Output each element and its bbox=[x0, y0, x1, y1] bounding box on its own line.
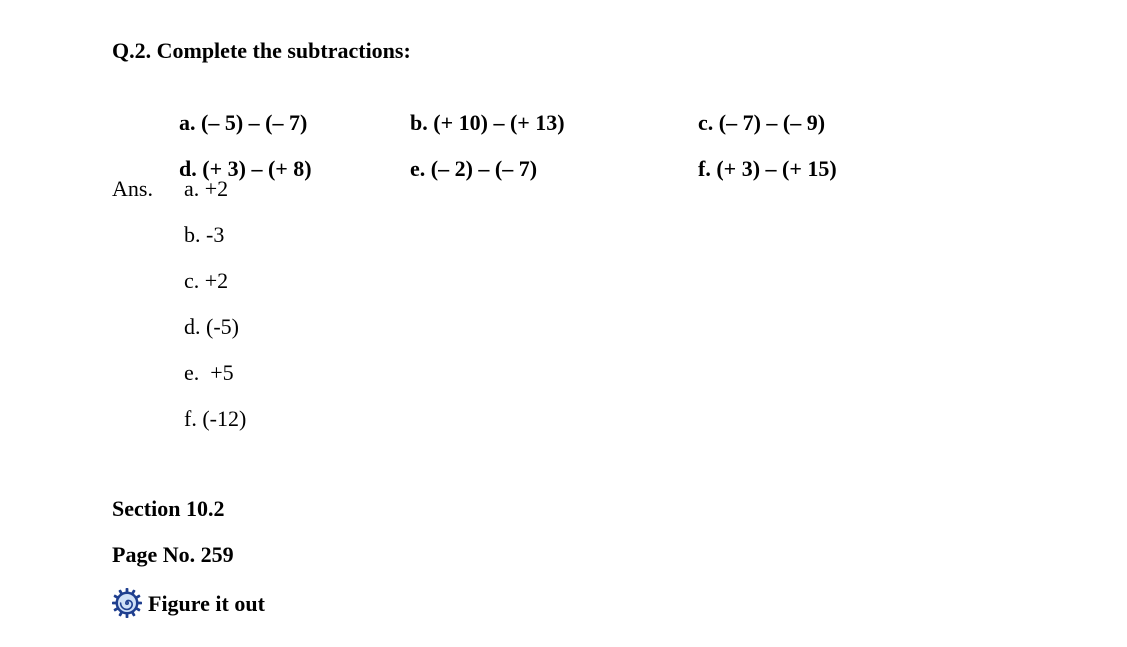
question-item-a bbox=[168, 84, 307, 136]
answer-item-b: b. -3 bbox=[184, 222, 225, 247]
question-title: Q.2. Complete the subtractions: bbox=[112, 38, 411, 63]
item-expression: (– 7) – (– 9) bbox=[718, 110, 826, 135]
page-number: Page No. 259 bbox=[112, 542, 234, 567]
item-label: f. bbox=[698, 156, 711, 181]
answer-item-a: a. +2 bbox=[184, 176, 229, 201]
answer-item-f: f. (-12) bbox=[184, 406, 247, 431]
item-expression: (+ 3) – (+ 15) bbox=[716, 156, 837, 181]
question-item-d bbox=[168, 130, 312, 182]
item-label: e. bbox=[410, 156, 426, 181]
item-label: b. bbox=[410, 110, 428, 135]
answer-label: Ans. bbox=[112, 176, 153, 201]
answer-item-c: c. +2 bbox=[184, 268, 229, 293]
answer-item-d: d. (-5) bbox=[184, 314, 239, 339]
figure-it-out-heading: Figure it out bbox=[148, 591, 265, 616]
item-expression: (+ 3) – (+ 8) bbox=[202, 156, 312, 181]
answer-item-e: e. +5 bbox=[184, 360, 234, 385]
section-heading: Section 10.2 bbox=[112, 496, 225, 521]
item-label: a. bbox=[179, 110, 196, 135]
question-item-c bbox=[687, 84, 825, 136]
question-item-f bbox=[687, 130, 837, 182]
item-label: c. bbox=[698, 110, 714, 135]
item-expression: (– 5) – (– 7) bbox=[201, 110, 308, 135]
question-item-b bbox=[399, 84, 565, 136]
item-expression: (+ 10) – (+ 13) bbox=[433, 110, 565, 135]
item-label: d. bbox=[179, 156, 197, 181]
question-item-e bbox=[399, 130, 537, 182]
item-expression: (– 2) – (– 7) bbox=[430, 156, 538, 181]
gear-spiral-icon bbox=[111, 587, 143, 619]
